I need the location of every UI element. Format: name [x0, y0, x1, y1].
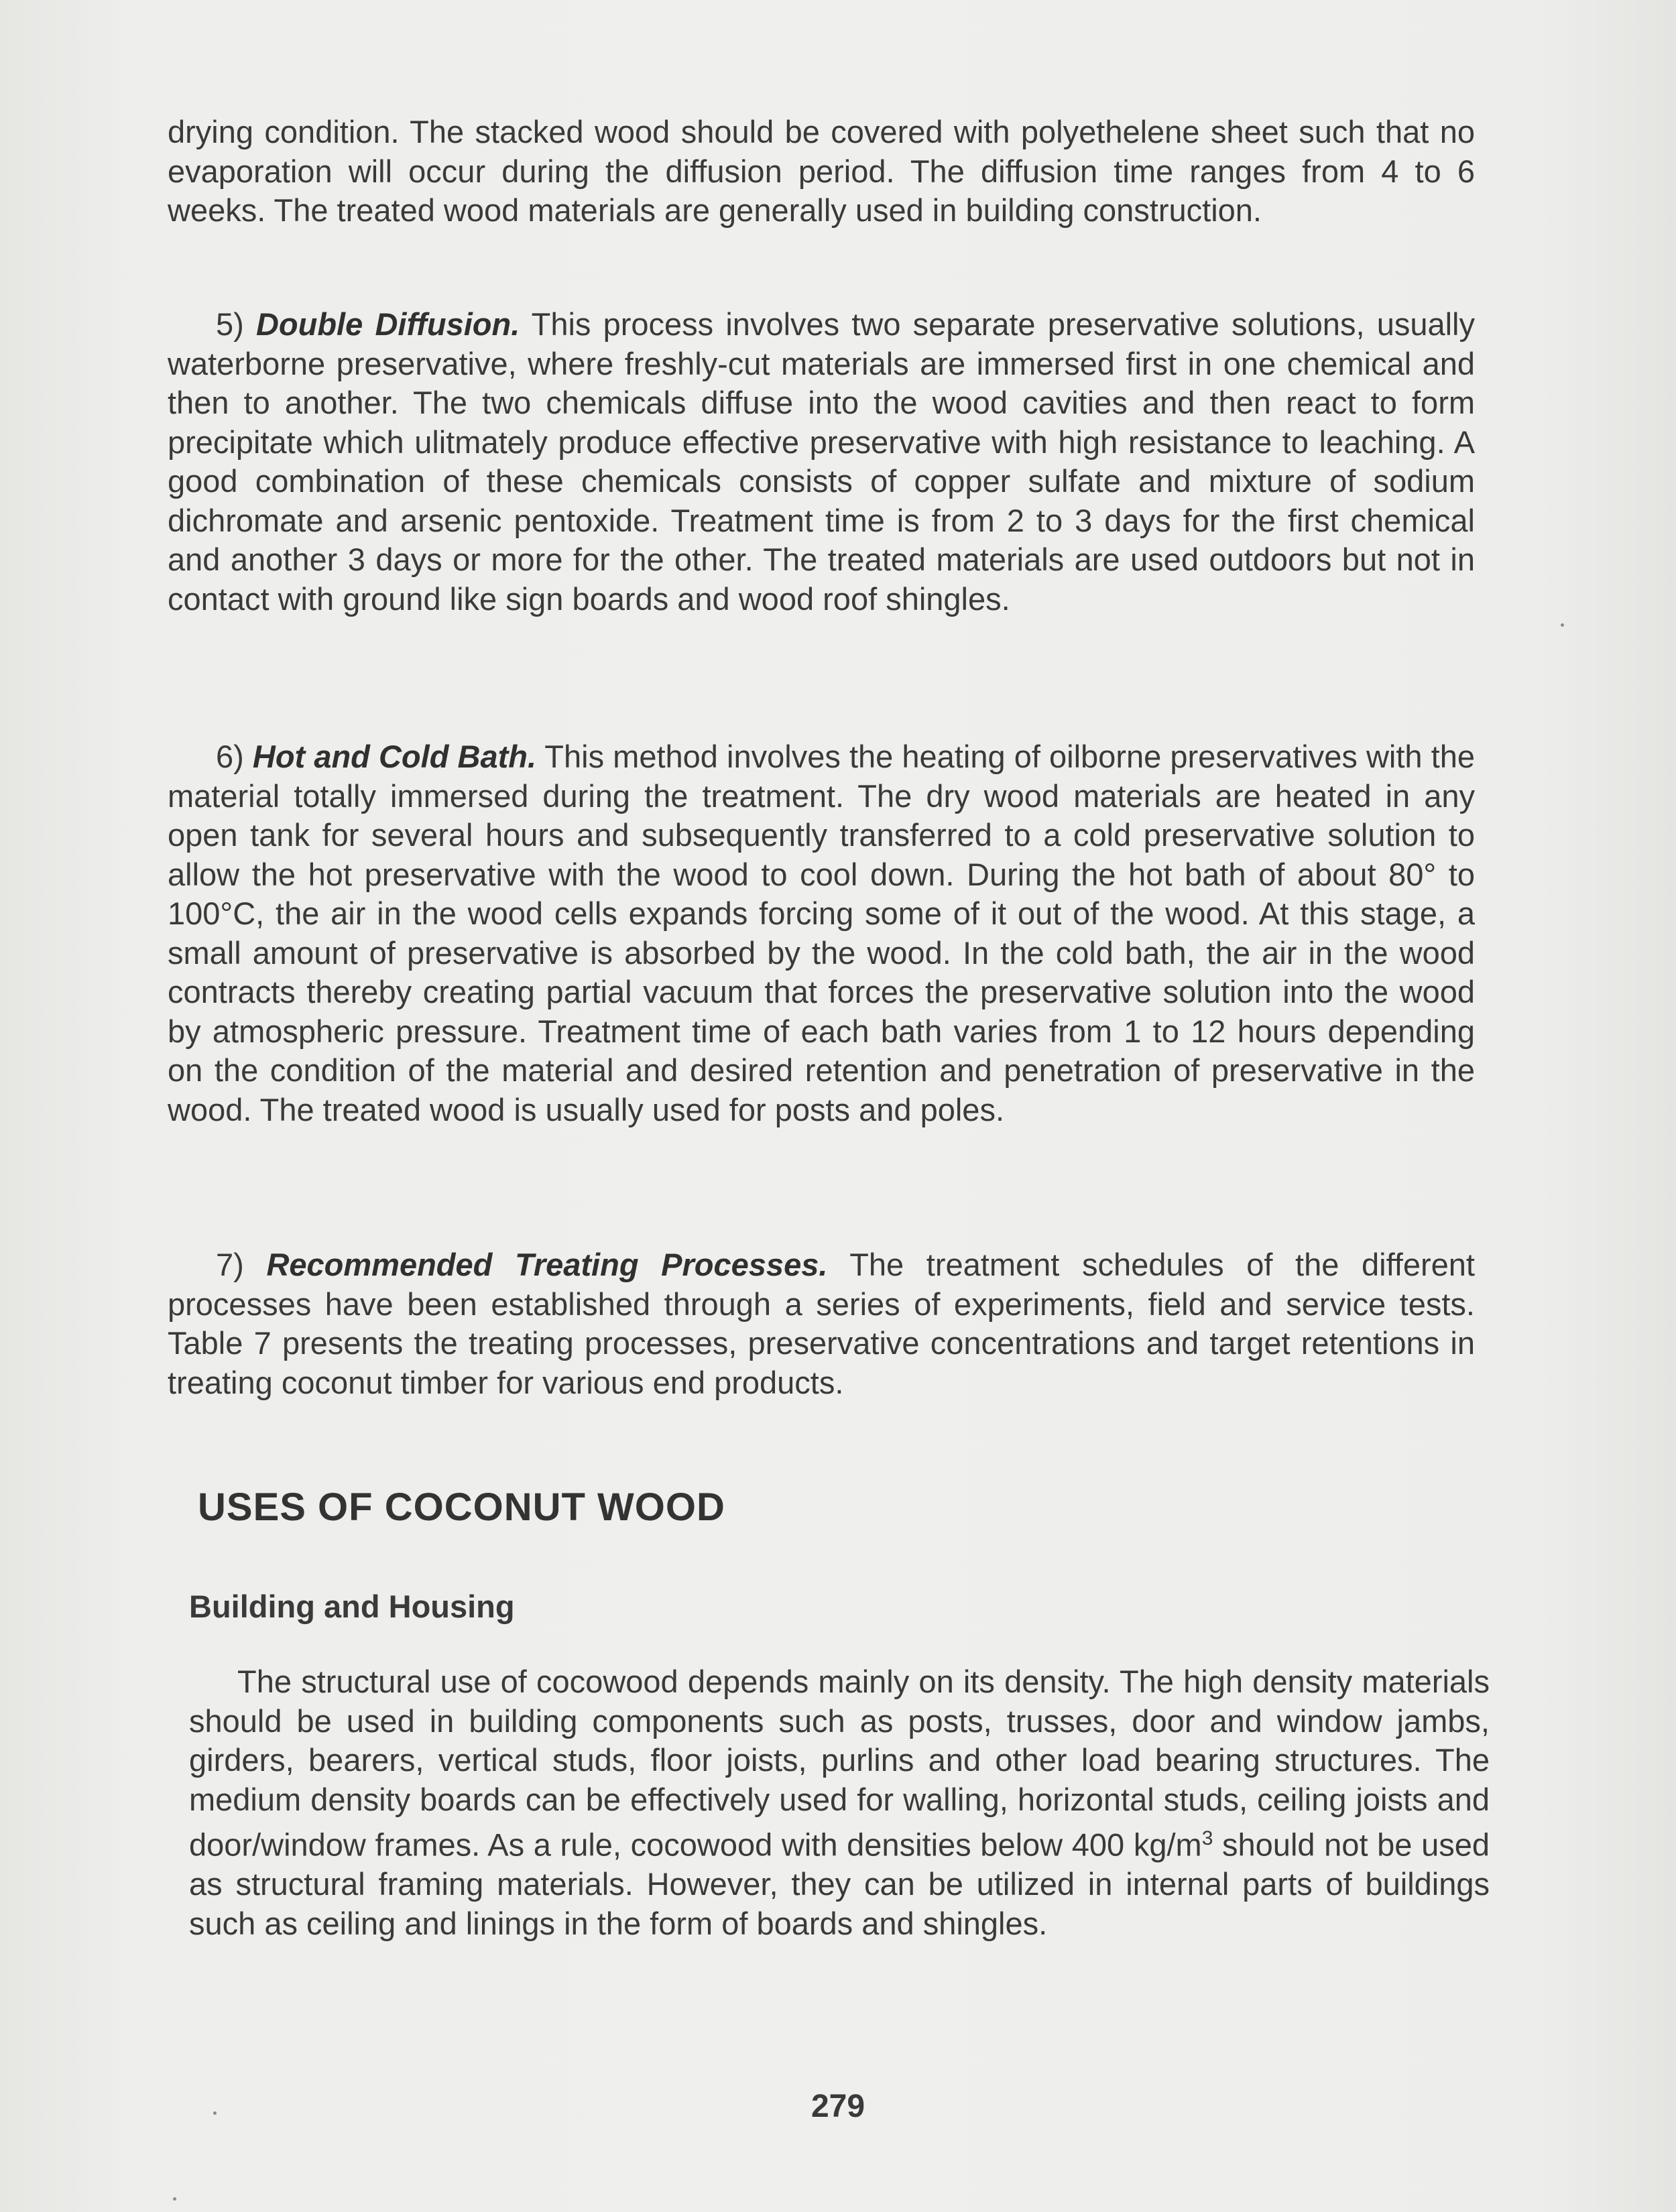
item-number: 6): [216, 739, 244, 774]
scan-speck: [173, 2197, 176, 2201]
paragraph-text: The treatment schedules of the different processes have been established through a series of experiments, field and service tests. Table 7 presents the treating processes, preservative concentrations and target retentions in treating coconut timber for various end products.: [168, 1247, 1475, 1400]
paragraph-hot-cold-bath: [168, 737, 1475, 1129]
run-in-heading: Recommended Treating Processes.: [266, 1247, 828, 1282]
scan-speck: [1561, 623, 1564, 627]
paragraph-drying-condition: [168, 113, 1475, 231]
paragraph-text: drying condition. The stacked wood should be covered with polyethelene sheet such that no evaporation will occur during the diffusion period. The diffusion time ranges from 4 to 6 weeks. The treated wood materials are generally used in building construction.: [168, 114, 1475, 228]
page-number: 279: [811, 2089, 865, 2124]
subsection-title: Building and Housing: [189, 1589, 515, 1624]
superscript: 3: [1201, 1827, 1213, 1849]
scan-speck: [213, 2111, 217, 2115]
paragraph-text-continued: should not be used as structural framing materials. However, they can be utilized in internal parts of buildings such as ceiling and linings in the form of boards and shingles.: [189, 1827, 1490, 1941]
paragraph-double-diffusion: [168, 305, 1475, 619]
paragraph-recommended-processes: [168, 1245, 1475, 1402]
paragraph-text: This method involves the heating of oilborne preservatives with the material totally immersed during the treatment. The dry wood materials are heated in any open tank for several hours and subsequently transferred to a cold preservative solution to allow the hot preservative with the wood to cool down. During the hot bath of about 80° to 100°C, the air in the wood cells expands forcing some of it out of the wood. At this stage, a small amount of preservative is absorbed by the wood. In the cold bath, the air in the wood contracts thereby creating partial vacuum that forces the preservative solution into the wood by atmospheric pressure. Treatment time of each bath varies from 1 to 12 hours depending on the condition of the material and desired retention and penetration of preservative in the wood. The treated wood is usually used for posts and poles.: [168, 739, 1475, 1127]
paragraph-building-housing: [189, 1662, 1490, 1943]
paragraph-text: The structural use of cocowood depends mainly on its density. The high density materials should be used in building components such as posts, trusses, door and window jambs, girders, bearers, vertical studs, floor joists, purlins and other load bearing structures. The medium density boards can be effectively used for walling, horizontal studs, ceiling joists and door/window frames. As a rule, cocowood with densities below 400 kg/m: [189, 1664, 1490, 1863]
subsection-heading-block: [189, 1587, 1496, 1627]
item-number: 5): [216, 306, 244, 342]
section-title: USES OF COCONUT WOOD: [198, 1485, 725, 1529]
run-in-heading: Double Diffusion.: [255, 306, 520, 342]
paragraph-text: This process involves two separate preservative solutions, usually waterborne preservative, where freshly-cut materials are immersed first in one chemical and then to another. The two chemicals diffuse into the wood cavities and then react to form precipitate which ulitmately produce effective preservative with high resistance to leaching. A good combination of these chemicals consists of copper sulfate and mixture of sodium dichromate and arsenic pentoxide. Treatment time is from 2 to 3 days for the first chemical and another 3 days or more for the other. The treated materials are used outdoors but not in contact with ground like sign boards and wood roof shingles.: [168, 306, 1475, 617]
run-in-heading: Hot and Cold Bath.: [252, 739, 537, 774]
item-number: 7): [216, 1247, 244, 1282]
section-heading-block: [198, 1485, 1505, 1529]
